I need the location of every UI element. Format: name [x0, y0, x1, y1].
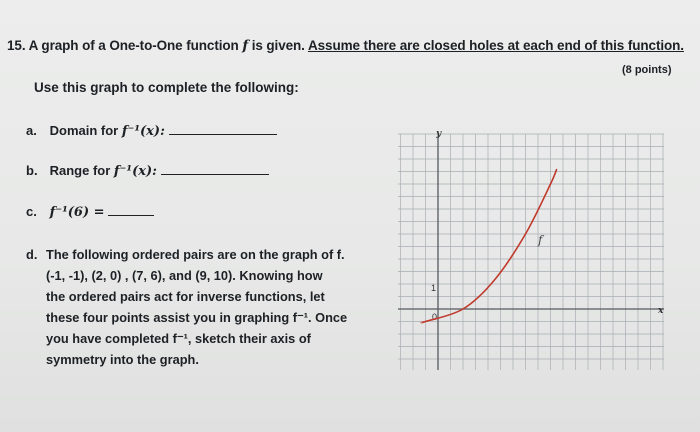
- part-a-answer-blank[interactable]: [169, 134, 277, 135]
- question-text: A graph of a One-to-One function: [28, 38, 239, 53]
- part-b: [26, 163, 269, 179]
- part-d-line-3: the ordered pairs act for inverse functions, let: [46, 289, 325, 304]
- x-axis-label: x: [658, 306, 664, 316]
- part-c: [26, 204, 154, 220]
- part-b-expression: f⁻¹(x):: [113, 164, 157, 179]
- part-b-answer-blank[interactable]: [161, 174, 269, 175]
- part-a-expression: f⁻¹(x):: [121, 124, 165, 139]
- part-d-line-4: these four points assist you in graphing f⁻¹. Once: [46, 310, 348, 325]
- part-b-label: b.: [26, 163, 38, 178]
- part-d-text: The following ordered pairs are on the graph of f.: [46, 247, 345, 262]
- part-d-line-1: [26, 244, 347, 265]
- part-d-label: d.: [26, 247, 38, 262]
- part-c-answer-blank[interactable]: [108, 215, 154, 216]
- instruction-text: Use this graph to complete the following:: [34, 80, 299, 95]
- part-c-expression: f⁻¹(6) =: [49, 205, 105, 220]
- curve-label: f: [538, 233, 543, 247]
- part-d-line-5: you have completed f⁻¹, sketch their axis of: [46, 331, 311, 346]
- closed-holes-note: Assume there are closed holes at each end of this function.: [307, 38, 684, 53]
- points-label: (8 points): [622, 64, 672, 76]
- question-title: [7, 38, 684, 54]
- origin-label: 0: [432, 312, 438, 322]
- tick-label-one: 1: [431, 283, 437, 293]
- function-curve: [421, 169, 556, 323]
- question-number: 15.: [7, 38, 26, 53]
- part-a-prefix: Domain for: [49, 123, 119, 138]
- part-a: [26, 123, 277, 139]
- ordered-pairs-line: (-1, -1), (2, 0) , (7, 6), and (9, 10). Knowing how: [46, 268, 323, 283]
- part-b-prefix: Range for: [49, 163, 111, 178]
- y-axis-label: y: [436, 129, 442, 139]
- part-a-label: a.: [26, 123, 37, 138]
- question-text-end: is given.: [251, 38, 305, 53]
- part-d: [26, 244, 347, 370]
- function-symbol: f: [242, 38, 249, 54]
- part-d-line-6: symmetry into the graph.: [46, 352, 199, 367]
- function-graph[interactable]: [392, 128, 672, 378]
- part-c-label: c.: [26, 204, 37, 219]
